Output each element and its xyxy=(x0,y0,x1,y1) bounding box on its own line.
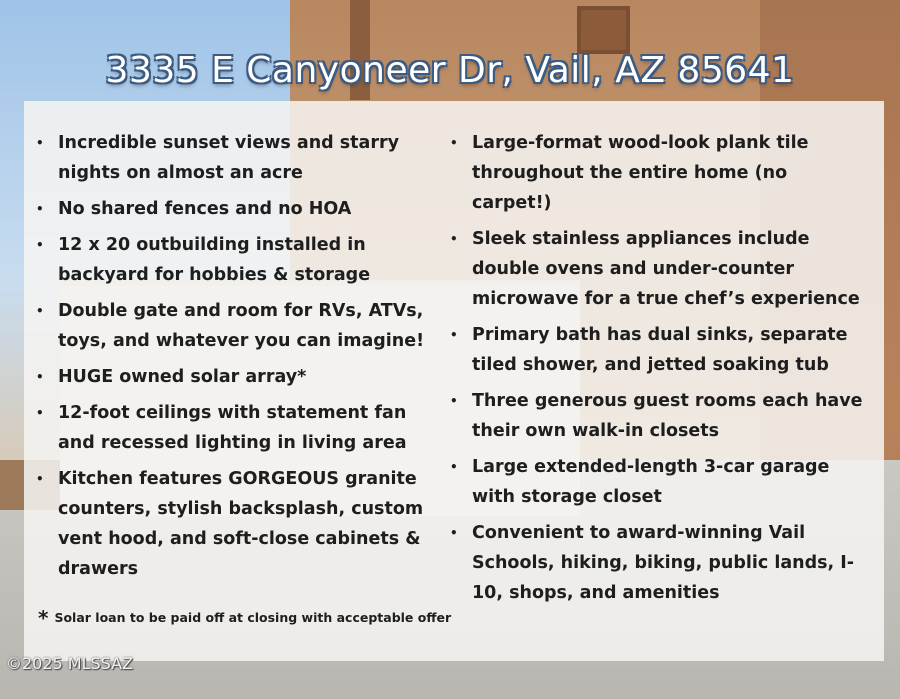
list-item: • Kitchen features GORGEOUS granite counters, stylish backsplash, custom vent hood, and soft-close cabinets & drawers xyxy=(34,464,434,584)
list-item: • HUGE owned solar array* xyxy=(34,362,434,392)
bullet-icon: • xyxy=(450,328,458,342)
bullet-icon: • xyxy=(450,232,458,246)
list-item: • Sleek stainless appliances include double ovens and under-counter microwave for a true chef’s experience xyxy=(448,224,868,314)
solar-footnote xyxy=(38,606,451,630)
list-item: • Double gate and room for RVs, ATVs, toys, and whatever you can imagine! xyxy=(34,296,434,356)
bullet-icon: • xyxy=(450,460,458,474)
footnote-text: Solar loan to be paid off at closing with acceptable offer xyxy=(54,610,452,625)
bullet-icon: • xyxy=(450,136,458,150)
copyright-watermark: ©2025 MLSSAZ xyxy=(6,654,134,673)
list-item: • Three generous guest rooms each have their own walk-in closets xyxy=(448,386,868,446)
bullet-icon: • xyxy=(36,406,44,420)
footnote-marker: * xyxy=(38,606,49,630)
bullet-icon: • xyxy=(36,238,44,252)
scupper xyxy=(577,6,630,54)
list-item: • No shared fences and no HOA xyxy=(34,194,434,224)
list-item: • 12-foot ceilings with statement fan and recessed lighting in living area xyxy=(34,398,434,458)
bullet-icon: • xyxy=(450,526,458,540)
left-feature-list xyxy=(34,128,434,590)
bullet-icon: • xyxy=(36,472,44,486)
right-feature-list xyxy=(448,128,868,614)
list-item: • Primary bath has dual sinks, separate tiled shower, and jetted soaking tub xyxy=(448,320,868,380)
bullet-icon: • xyxy=(36,304,44,318)
list-item: • Large extended-length 3-car garage with storage closet xyxy=(448,452,868,512)
address-title: 3335 E Canyoneer Dr, Vail, AZ 85641 xyxy=(105,50,795,91)
bullet-icon: • xyxy=(36,136,44,150)
list-item: • Incredible sunset views and starry nights on almost an acre xyxy=(34,128,434,188)
list-item: • 12 x 20 outbuilding installed in backyard for hobbies & storage xyxy=(34,230,434,290)
bullet-icon: • xyxy=(36,370,44,384)
list-item: • Large-format wood-look plank tile throughout the entire home (no carpet!) xyxy=(448,128,868,218)
bullet-icon: • xyxy=(36,202,44,216)
bullet-icon: • xyxy=(450,394,458,408)
list-item: • Convenient to award-winning Vail Schools, hiking, biking, public lands, I-10, shops, and amenities xyxy=(448,518,868,608)
